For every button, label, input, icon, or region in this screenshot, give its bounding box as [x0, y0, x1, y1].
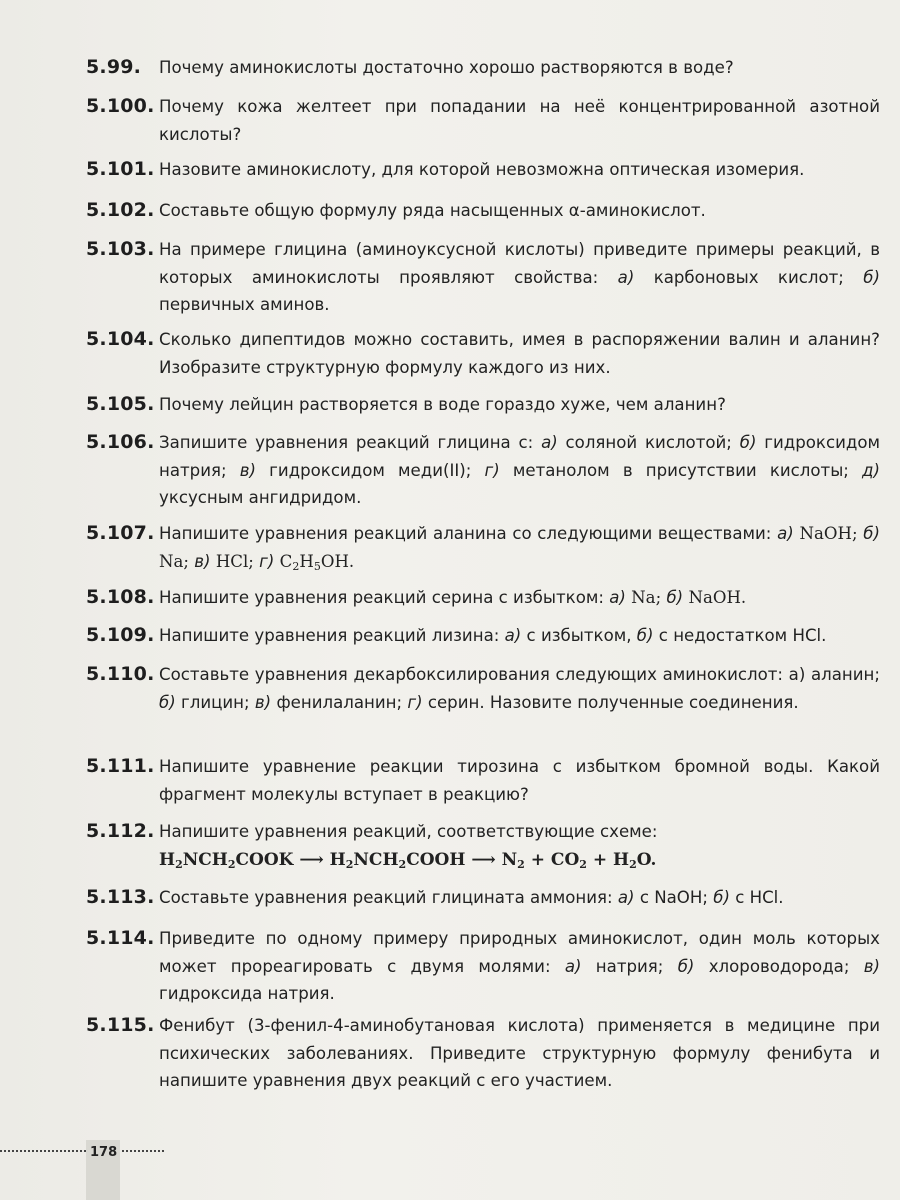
problem-number: 5.105. — [86, 393, 155, 415]
problem-5-112 — [86, 818, 880, 874]
problem-number: 5.108. — [86, 586, 155, 608]
problem-5-104 — [86, 326, 880, 381]
page-footer — [0, 1140, 900, 1200]
problem-number: 5.109. — [86, 624, 155, 646]
problem-5-113 — [86, 884, 880, 912]
problem-number: 5.100. — [86, 95, 155, 117]
problem-text: Приведите по одному примеру природных аминокислот, один моль которых может прореагировать с двумя молями: а) натрия; б) хлороводорода; в) гидроксида натрия. — [159, 929, 881, 1003]
problem-number: 5.111. — [86, 755, 155, 777]
dotted-leader-right — [122, 1150, 164, 1154]
problem-text: Почему кожа желтеет при попадании на неё концентрированной азотной кислоты? — [159, 97, 880, 144]
problem-number: 5.101. — [86, 158, 155, 180]
problem-number: 5.102. — [86, 199, 155, 221]
problem-number: 5.114. — [86, 927, 155, 949]
problem-5-103 — [86, 236, 880, 319]
problem-text: Запишите уравнения реакций глицина с: а) соляной кислотой; б) гидроксидом натрия; в) гидроксидом меди(II); г) метанолом в присутствии кислоты; д) уксусным ангидридом. — [159, 433, 881, 507]
reaction-arrow: ⟶ — [299, 849, 324, 870]
problem-number: 5.104. — [86, 328, 155, 350]
problem-text: Почему аминокислоты достаточно хорошо растворяются в воде? — [159, 58, 734, 77]
problem-5-102 — [86, 197, 880, 225]
problem-5-110 — [86, 661, 880, 716]
problem-text: Почему лейцин растворяется в воде гораздо хуже, чем аланин? — [159, 395, 726, 414]
problem-number: 5.110. — [86, 663, 155, 685]
dotted-leader-left — [0, 1150, 86, 1154]
problem-5-101 — [86, 156, 880, 184]
problem-5-106 — [86, 429, 880, 512]
problem-5-100 — [86, 93, 880, 148]
problem-number: 5.103. — [86, 238, 155, 260]
problem-number: 5.106. — [86, 431, 155, 453]
problem-5-99 — [86, 54, 880, 82]
problem-number: 5.113. — [86, 886, 155, 908]
problem-text: Фенибут (3-фенил-4-аминобутановая кислота) применяется в медицине при психических заболеваниях. Приведите структурную формулу фенибута и напишите уравнения двух реакций с его участием. — [159, 1016, 880, 1090]
problem-text: Составьте уравнения реакций глицината аммония: а) с NaOH; б) с HCl. — [159, 888, 784, 907]
problem-5-105 — [86, 391, 880, 419]
problem-text: Напишите уравнения реакций серина с избытком: а) Na; б) NaOH. — [159, 588, 747, 607]
problem-5-109 — [86, 622, 880, 650]
reaction-scheme: $H_2NCH_2COOK$ ⟶ $H_2NCH_2COOH$ ⟶ $N_2 + CO_2 + H_2O$. — [159, 849, 657, 871]
problem-text: На примере глицина (аминоуксусной кислоты) приведите примеры реакций, в которых аминокислоты проявляют свойства: а) карбоновых кислот; б) первичных аминов. — [159, 240, 880, 314]
problem-text: Составьте уравнения декарбоксилирования следующих аминокислот: а) аланин; б) глицин; в) фенилаланин; г) серин. Назовите полученные соединения. — [159, 665, 880, 712]
problem-text: Назовите аминокислоту, для которой невозможна оптическая изомерия. — [159, 160, 805, 179]
problem-text: Напишите уравнения реакций аланина со следующими веществами: а) NaOH; б) Na; в) HCl; г) $C_2H_5OH$. — [159, 524, 880, 573]
problem-number: 5.112. — [86, 820, 155, 842]
problem-text: Составьте общую формулу ряда насыщенных α-аминокислот. — [159, 201, 706, 220]
problem-number: 5.115. — [86, 1014, 155, 1036]
problem-5-115 — [86, 1012, 880, 1095]
problem-5-114 — [86, 925, 880, 1008]
problem-number: 5.99. — [86, 56, 142, 78]
problem-5-108 — [86, 584, 880, 612]
page-number: 178 — [90, 1145, 118, 1160]
reaction-arrow: ⟶ — [471, 849, 496, 870]
problem-5-107 — [86, 520, 880, 575]
problem-text: Напишите уравнение реакции тирозина с избытком бромной воды. Какой фрагмент молекулы вступает в реакцию? — [159, 757, 880, 804]
problem-number: 5.107. — [86, 522, 155, 544]
problem-text: Сколько дипептидов можно составить, имея в распоряжении валин и аланин? Изобразите структурную формулу каждого из них. — [159, 330, 880, 377]
problem-text: Напишите уравнения реакций, соответствующие схеме: $H_2NCH_2COOK$ ⟶ $H_2NCH_2COOH$ ⟶ $N_2 + CO_2 + H_2O$. — [159, 822, 658, 871]
problem-5-111 — [86, 753, 880, 808]
problem-text: Напишите уравнения реакций лизина: а) с избытком, б) с недостатком HCl. — [159, 626, 827, 645]
